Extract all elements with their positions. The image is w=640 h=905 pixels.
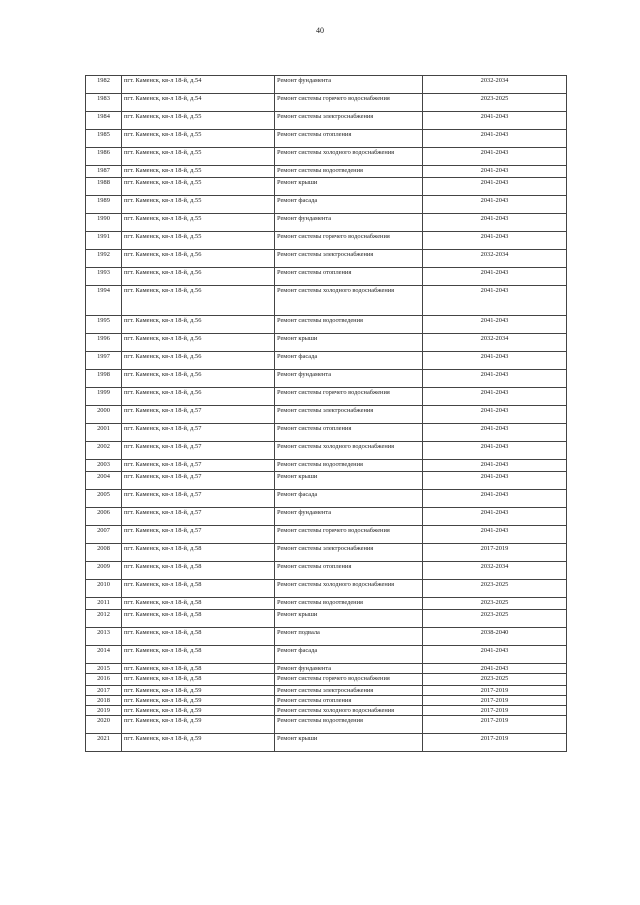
row-work-type: Ремонт фасада (275, 352, 423, 370)
row-period: 2041-2043 (423, 352, 567, 370)
row-address: пгт. Каменск, кв-л 18-й, д.59 (122, 706, 275, 716)
row-number: 1989 (86, 196, 122, 214)
row-number: 2021 (86, 734, 122, 752)
row-address: пгт. Каменск, кв-л 18-й, д.54 (122, 94, 275, 112)
table-row (86, 94, 567, 112)
row-period: 2032-2034 (423, 76, 567, 94)
row-period: 2017-2019 (423, 686, 567, 696)
table-row (86, 544, 567, 562)
table-row (86, 268, 567, 286)
row-work-type: Ремонт системы отопления (275, 130, 423, 148)
row-address: пгт. Каменск, кв-л 18-й, д.59 (122, 696, 275, 706)
row-period: 2017-2019 (423, 706, 567, 716)
row-period: 2041-2043 (423, 178, 567, 196)
row-address: пгт. Каменск, кв-л 18-й, д.57 (122, 526, 275, 544)
row-address: пгт. Каменск, кв-л 18-й, д.58 (122, 628, 275, 646)
row-work-type: Ремонт системы холодного водоснабжения (275, 286, 423, 316)
row-address: пгт. Каменск, кв-л 18-й, д.56 (122, 250, 275, 268)
row-period: 2041-2043 (423, 370, 567, 388)
row-work-type: Ремонт системы отопления (275, 696, 423, 706)
row-period: 2041-2043 (423, 664, 567, 674)
row-address: пгт. Каменск, кв-л 18-й, д.55 (122, 214, 275, 232)
table-row (86, 286, 567, 316)
row-number: 1997 (86, 352, 122, 370)
row-work-type: Ремонт подвала (275, 628, 423, 646)
table-row (86, 148, 567, 166)
row-work-type: Ремонт системы водоотведения (275, 460, 423, 472)
row-number: 1993 (86, 268, 122, 286)
row-work-type: Ремонт системы отопления (275, 562, 423, 580)
table-row (86, 406, 567, 424)
row-work-type: Ремонт системы горячего водоснабжения (275, 232, 423, 250)
table-row (86, 388, 567, 406)
table-row (86, 232, 567, 250)
row-work-type: Ремонт системы электроснабжения (275, 406, 423, 424)
row-period: 2041-2043 (423, 232, 567, 250)
row-work-type: Ремонт крыши (275, 734, 423, 752)
row-period: 2041-2043 (423, 406, 567, 424)
row-work-type: Ремонт системы водоотведения (275, 316, 423, 334)
row-number: 1983 (86, 94, 122, 112)
row-number: 2007 (86, 526, 122, 544)
row-number: 2012 (86, 610, 122, 628)
row-number: 1996 (86, 334, 122, 352)
row-address: пгт. Каменск, кв-л 18-й, д.57 (122, 406, 275, 424)
table-row (86, 526, 567, 544)
row-period: 2041-2043 (423, 130, 567, 148)
row-number: 2014 (86, 646, 122, 664)
row-period: 2032-2034 (423, 250, 567, 268)
row-number: 2015 (86, 664, 122, 674)
table-row (86, 370, 567, 388)
row-address: пгт. Каменск, кв-л 18-й, д.56 (122, 334, 275, 352)
table-row (86, 442, 567, 460)
table-row (86, 580, 567, 598)
row-period: 2041-2043 (423, 166, 567, 178)
row-address: пгт. Каменск, кв-л 18-й, д.56 (122, 286, 275, 316)
row-number: 2019 (86, 706, 122, 716)
row-number: 1985 (86, 130, 122, 148)
row-number: 2004 (86, 472, 122, 490)
row-period: 2032-2034 (423, 562, 567, 580)
row-period: 2041-2043 (423, 148, 567, 166)
table-row (86, 610, 567, 628)
row-number: 2020 (86, 716, 122, 734)
row-period: 2041-2043 (423, 286, 567, 316)
row-number: 2017 (86, 686, 122, 696)
row-number: 2002 (86, 442, 122, 460)
row-work-type: Ремонт системы холодного водоснабжения (275, 706, 423, 716)
table-row (86, 352, 567, 370)
table-row (86, 178, 567, 196)
row-number: 1982 (86, 76, 122, 94)
row-address: пгт. Каменск, кв-л 18-й, д.55 (122, 112, 275, 130)
row-number: 2001 (86, 424, 122, 442)
row-address: пгт. Каменск, кв-л 18-й, д.55 (122, 196, 275, 214)
row-work-type: Ремонт системы горячего водоснабжения (275, 526, 423, 544)
table-row (86, 424, 567, 442)
row-address: пгт. Каменск, кв-л 18-й, д.59 (122, 686, 275, 696)
table-row (86, 686, 567, 696)
row-period: 2017-2019 (423, 696, 567, 706)
row-period: 2032-2034 (423, 334, 567, 352)
row-period: 2041-2043 (423, 214, 567, 232)
row-period: 2041-2043 (423, 646, 567, 664)
row-work-type: Ремонт крыши (275, 334, 423, 352)
table-row (86, 196, 567, 214)
table-row (86, 76, 567, 94)
row-number: 2018 (86, 696, 122, 706)
row-work-type: Ремонт фундамента (275, 370, 423, 388)
row-number: 1998 (86, 370, 122, 388)
table-row (86, 562, 567, 580)
row-address: пгт. Каменск, кв-л 18-й, д.58 (122, 674, 275, 686)
table-row (86, 316, 567, 334)
row-address: пгт. Каменск, кв-л 18-й, д.58 (122, 646, 275, 664)
row-period: 2041-2043 (423, 112, 567, 130)
row-number: 1995 (86, 316, 122, 334)
row-address: пгт. Каменск, кв-л 18-й, д.57 (122, 442, 275, 460)
row-number: 2003 (86, 460, 122, 472)
row-work-type: Ремонт фундамента (275, 664, 423, 674)
row-address: пгт. Каменск, кв-л 18-й, д.54 (122, 76, 275, 94)
row-work-type: Ремонт фасада (275, 196, 423, 214)
row-period: 2041-2043 (423, 526, 567, 544)
row-address: пгт. Каменск, кв-л 18-й, д.56 (122, 388, 275, 406)
row-address: пгт. Каменск, кв-л 18-й, д.58 (122, 598, 275, 610)
table-row (86, 706, 567, 716)
row-address: пгт. Каменск, кв-л 18-й, д.58 (122, 580, 275, 598)
row-period: 2023-2025 (423, 580, 567, 598)
table-row (86, 598, 567, 610)
table-body (86, 76, 567, 752)
row-period: 2041-2043 (423, 424, 567, 442)
row-address: пгт. Каменск, кв-л 18-й, д.57 (122, 472, 275, 490)
repair-schedule-table (85, 75, 567, 752)
row-period: 2017-2019 (423, 734, 567, 752)
row-address: пгт. Каменск, кв-л 18-й, д.56 (122, 352, 275, 370)
row-address: пгт. Каменск, кв-л 18-й, д.55 (122, 148, 275, 166)
row-period: 2041-2043 (423, 442, 567, 460)
row-work-type: Ремонт фундамента (275, 76, 423, 94)
row-address: пгт. Каменск, кв-л 18-й, д.59 (122, 716, 275, 734)
row-period: 2023-2025 (423, 94, 567, 112)
table-row (86, 696, 567, 706)
row-number: 1992 (86, 250, 122, 268)
row-work-type: Ремонт фасада (275, 490, 423, 508)
row-number: 1988 (86, 178, 122, 196)
row-work-type: Ремонт системы отопления (275, 268, 423, 286)
table-row (86, 472, 567, 490)
table-row (86, 628, 567, 646)
row-number: 2013 (86, 628, 122, 646)
row-address: пгт. Каменск, кв-л 18-й, д.58 (122, 544, 275, 562)
row-number: 2005 (86, 490, 122, 508)
row-period: 2017-2019 (423, 716, 567, 734)
row-work-type: Ремонт крыши (275, 610, 423, 628)
table-row (86, 112, 567, 130)
row-work-type: Ремонт системы водоотведения (275, 598, 423, 610)
table-row (86, 716, 567, 734)
row-period: 2041-2043 (423, 472, 567, 490)
row-address: пгт. Каменск, кв-л 18-й, д.55 (122, 166, 275, 178)
row-address: пгт. Каменск, кв-л 18-й, д.57 (122, 424, 275, 442)
table-row (86, 250, 567, 268)
row-period: 2041-2043 (423, 268, 567, 286)
row-address: пгт. Каменск, кв-л 18-й, д.56 (122, 316, 275, 334)
row-number: 1991 (86, 232, 122, 250)
row-period: 2023-2025 (423, 610, 567, 628)
row-work-type: Ремонт системы электроснабжения (275, 686, 423, 696)
table-row (86, 646, 567, 664)
row-address: пгт. Каменск, кв-л 18-й, д.57 (122, 508, 275, 526)
row-work-type: Ремонт системы холодного водоснабжения (275, 580, 423, 598)
row-period: 2041-2043 (423, 388, 567, 406)
table-row (86, 664, 567, 674)
row-work-type: Ремонт системы холодного водоснабжения (275, 148, 423, 166)
table-row (86, 674, 567, 686)
table-row (86, 166, 567, 178)
row-address: пгт. Каменск, кв-л 18-й, д.55 (122, 130, 275, 148)
row-work-type: Ремонт системы электроснабжения (275, 112, 423, 130)
row-work-type: Ремонт системы отопления (275, 424, 423, 442)
table-row (86, 460, 567, 472)
row-period: 2038-2040 (423, 628, 567, 646)
row-number: 2008 (86, 544, 122, 562)
row-period: 2041-2043 (423, 490, 567, 508)
row-period: 2041-2043 (423, 196, 567, 214)
row-period: 2023-2025 (423, 598, 567, 610)
row-number: 2010 (86, 580, 122, 598)
row-period: 2023-2025 (423, 674, 567, 686)
row-work-type: Ремонт системы электроснабжения (275, 544, 423, 562)
table-row (86, 130, 567, 148)
row-work-type: Ремонт крыши (275, 472, 423, 490)
row-work-type: Ремонт системы горячего водоснабжения (275, 388, 423, 406)
table-row (86, 508, 567, 526)
row-work-type: Ремонт системы электроснабжения (275, 250, 423, 268)
page-number: 40 (316, 26, 324, 35)
row-work-type: Ремонт фундамента (275, 508, 423, 526)
table-row (86, 490, 567, 508)
row-period: 2041-2043 (423, 460, 567, 472)
row-number: 1990 (86, 214, 122, 232)
row-work-type: Ремонт фундамента (275, 214, 423, 232)
row-number: 2016 (86, 674, 122, 686)
row-number: 2006 (86, 508, 122, 526)
row-work-type: Ремонт системы холодного водоснабжения (275, 442, 423, 460)
row-address: пгт. Каменск, кв-л 18-й, д.58 (122, 562, 275, 580)
row-work-type: Ремонт системы водоотведения (275, 166, 423, 178)
row-work-type: Ремонт системы горячего водоснабжения (275, 94, 423, 112)
row-number: 2011 (86, 598, 122, 610)
table-row (86, 334, 567, 352)
row-period: 2041-2043 (423, 508, 567, 526)
row-address: пгт. Каменск, кв-л 18-й, д.58 (122, 610, 275, 628)
row-period: 2017-2019 (423, 544, 567, 562)
row-address: пгт. Каменск, кв-л 18-й, д.59 (122, 734, 275, 752)
row-number: 1987 (86, 166, 122, 178)
row-work-type: Ремонт крыши (275, 178, 423, 196)
row-work-type: Ремонт системы водоотведения (275, 716, 423, 734)
row-number: 1994 (86, 286, 122, 316)
row-number: 2009 (86, 562, 122, 580)
row-address: пгт. Каменск, кв-л 18-й, д.57 (122, 490, 275, 508)
row-address: пгт. Каменск, кв-л 18-й, д.56 (122, 370, 275, 388)
row-address: пгт. Каменск, кв-л 18-й, д.58 (122, 664, 275, 674)
row-period: 2041-2043 (423, 316, 567, 334)
row-number: 1999 (86, 388, 122, 406)
row-number: 2000 (86, 406, 122, 424)
row-work-type: Ремонт фасада (275, 646, 423, 664)
row-address: пгт. Каменск, кв-л 18-й, д.57 (122, 460, 275, 472)
row-number: 1986 (86, 148, 122, 166)
row-address: пгт. Каменск, кв-л 18-й, д.55 (122, 178, 275, 196)
table-row (86, 734, 567, 752)
row-work-type: Ремонт системы горячего водоснабжения (275, 674, 423, 686)
row-address: пгт. Каменск, кв-л 18-й, д.56 (122, 268, 275, 286)
table-row (86, 214, 567, 232)
row-number: 1984 (86, 112, 122, 130)
row-address: пгт. Каменск, кв-л 18-й, д.55 (122, 232, 275, 250)
